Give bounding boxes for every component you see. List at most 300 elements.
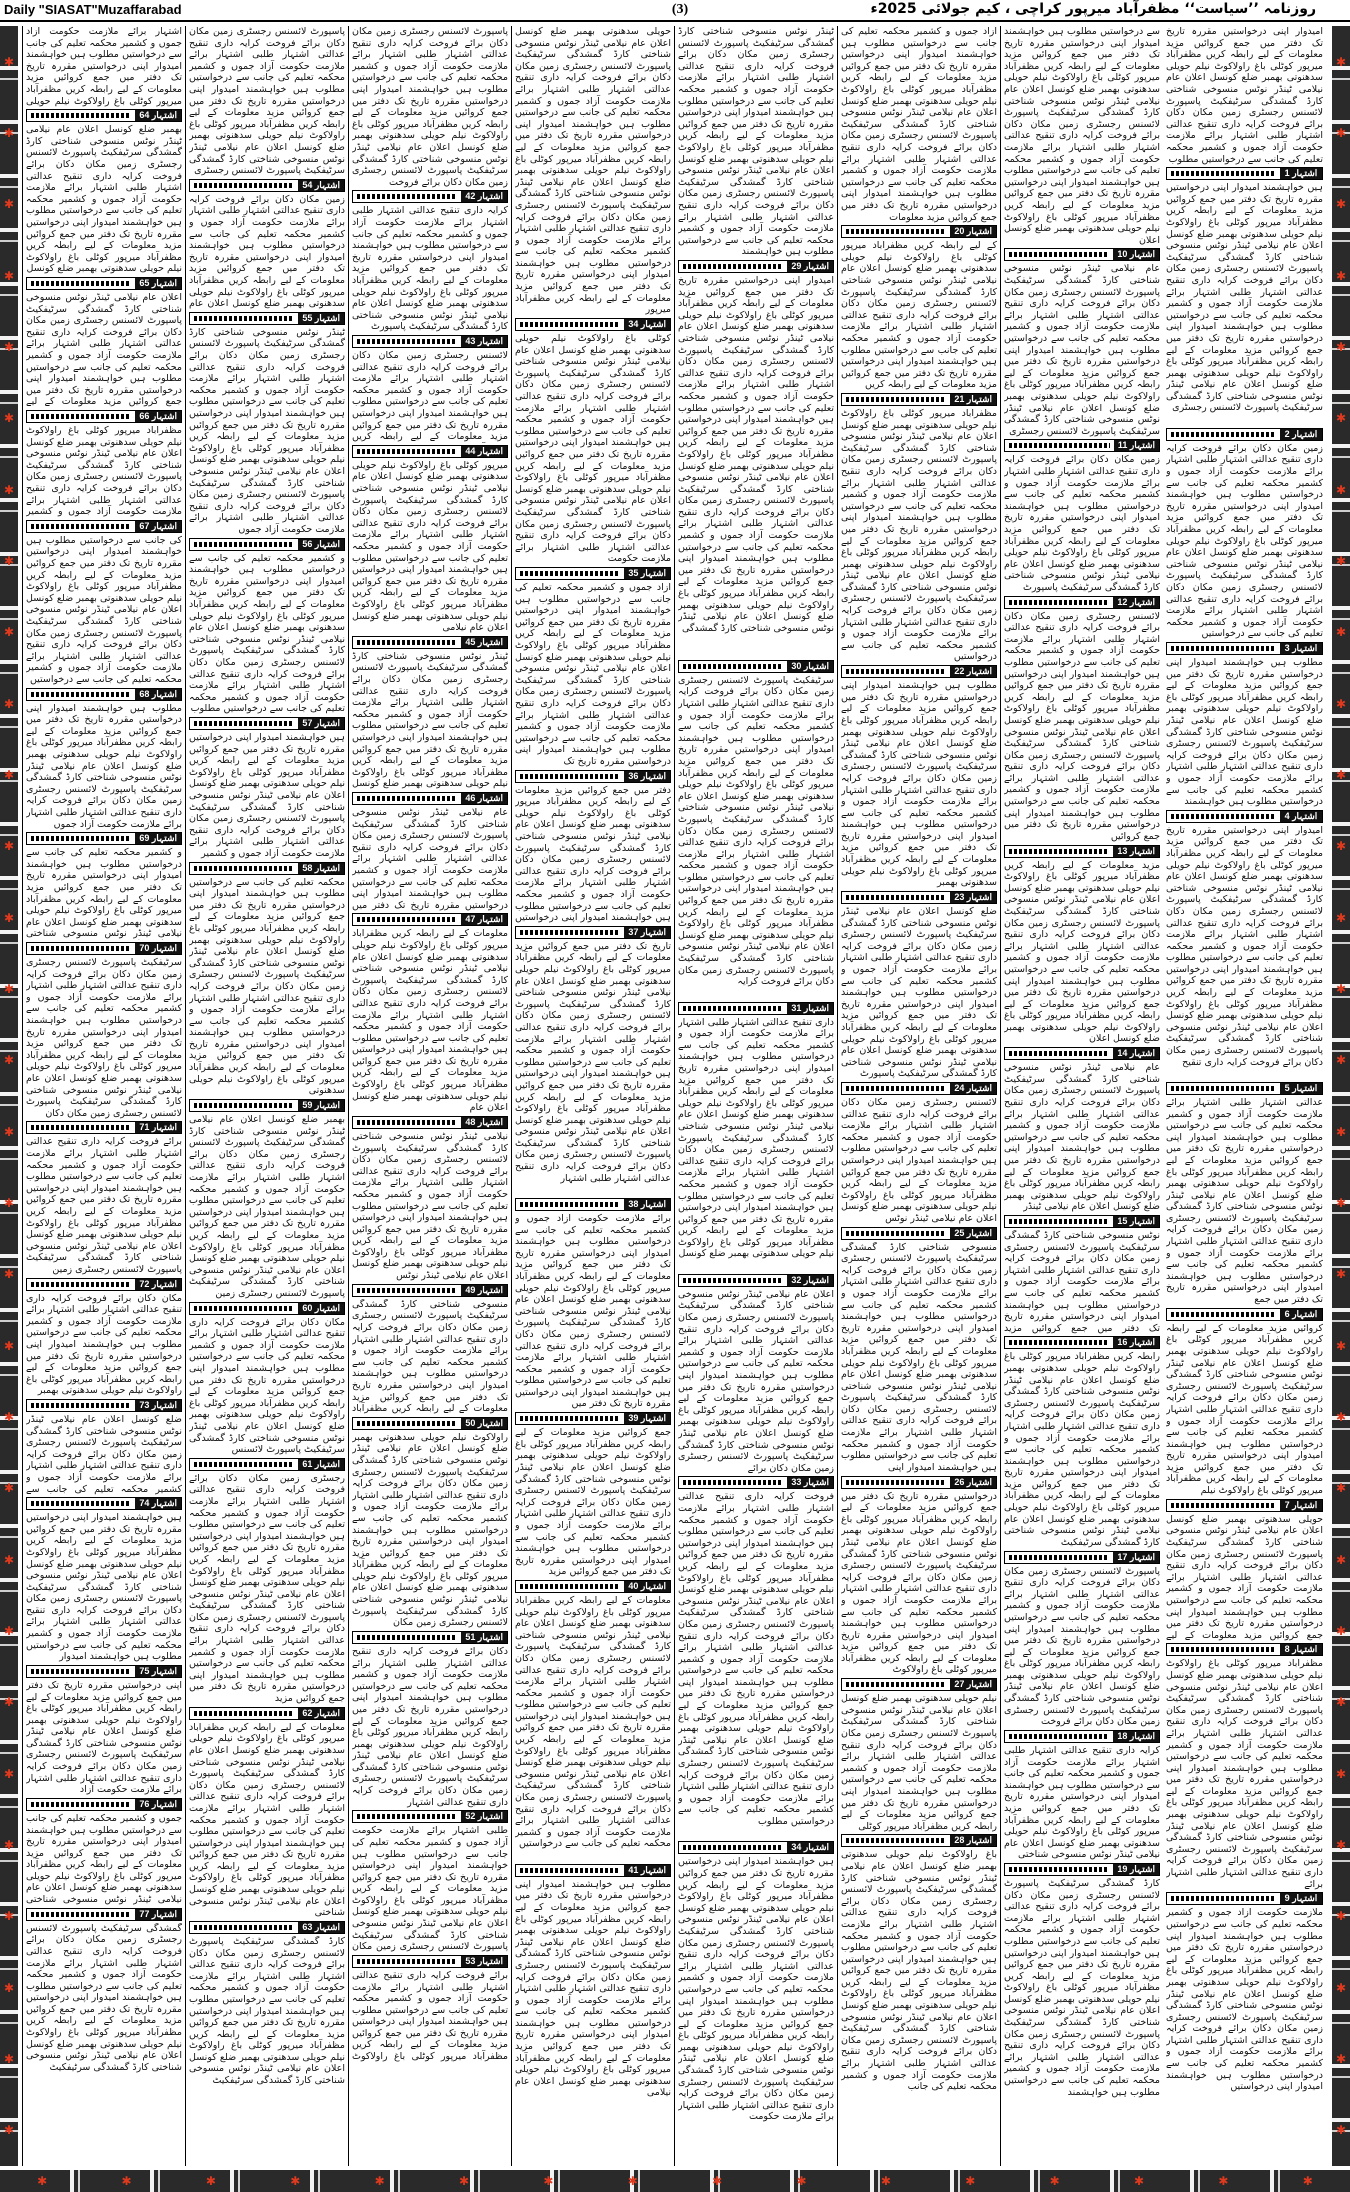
ad-text: منسوخی شناختی کارڈ گمشدگی سرٹیفکیٹ پاسپورٹ لائسنس رجسٹری زمین مکان دکان برائے فروخت کرایہ داری تنقیح عدالتی اشتہار طلبی اشتہار برائے ملازمت حکومت آزاد جموں و کشمیر محکمہ تعلیم کی جانب سے درخواستیں مطلوب ہیں خواہشمند امیدوار اپنی درخواستیں مقررہ تاریخ تک دفتر میں جمع کروائیں مزید معلومات کے لیے رابطہ کریں مظفرآباد (352, 1298, 508, 1415)
ad-number: اشتہار 13 (1113, 846, 1159, 857)
header-rule (31, 1501, 131, 1506)
strip-marker-icon: ✱ (1335, 268, 1347, 283)
strip-marker-icon: ✱ (1335, 339, 1347, 354)
strip-marker-icon: ✱ (3, 1980, 15, 1995)
ad-number-header (1166, 642, 1323, 655)
strip-marker-icon: ✱ (3, 1909, 15, 1924)
strip-marker-icon: ✱ (3, 2051, 15, 2066)
ad-number: اشتہار 17 (1113, 1552, 1159, 1563)
ad-text: اشتہار برائے ملازمت حکومت آزاد جموں و کشمیر محکمہ تعلیم کی جانب سے درخواستیں مطلوب ہیں خواہشمند امیدوار اپنی درخواستیں مقررہ تاریخ تک دفتر میں جمع کروائیں مزید معلومات کے لیے رابطہ کریں مظفرآباد میرپور کوٹلی باغ راولاکوٹ نیلم حویلی (26, 26, 182, 107)
ad-number: اشتہار 56 (298, 539, 344, 550)
ad-text: بھمبر ضلع کونسل اعلان عام نیلامی ٹینڈر نوٹس منسوخی شناختی کارڈ گمشدگی سرٹیفکیٹ پاسپورٹ لائسنس رجسٹری زمین مکان دکان برائے فروخت کرایہ داری تنقیح عدالتی اشتہار طلبی اشتہار برائے ملازمت حکومت آزاد جموں و کشمیر محکمہ تعلیم کی جانب سے درخواستیں مطلوب ہیں خواہشمند امیدوار اپنی درخواستیں مقررہ تاریخ تک دفتر میں جمع کروائیں مزید معلومات کے لیے رابطہ کریں مظفرآباد میرپور کوٹلی باغ راولاکوٹ نیلم حویلی سدھنوتی بھمبر ضلع کونسل اعلان عام نیلامی ٹینڈر نوٹس منسوخی شناختی کارڈ گمشدگی سرٹیفکیٹ پاسپورٹ لائسنس رجسٹری زمین (189, 1113, 345, 1299)
ad-number-header (841, 665, 997, 678)
strip-marker-icon: ✱ (3, 1481, 15, 1496)
header-rule (31, 1802, 131, 1807)
ad-text: کوٹلی باغ راولاکوٹ نیلم حویلی سدھنوتی بھمبر ضلع کونسل اعلان عام نیلامی ٹینڈر نوٹس منسوخی شناختی کارڈ گمشدگی سرٹیفکیٹ پاسپورٹ لائسنس رجسٹری زمین مکان دکان برائے فروخت کرایہ داری تنقیح عدالتی اشتہار طلبی اشتہار برائے ملازمت حکومت آزاد جموں و کشمیر محکمہ تعلیم کی جانب سے درخواستیں مطلوب ہیں خواہشمند امیدوار اپنی درخواستیں مقررہ تاریخ تک دفتر میں جمع کروائیں مزید معلومات کے لیے رابطہ کریں مظفرآباد میرپور کوٹلی باغ راولاکوٹ نیلم حویلی سدھنوتی بھمبر ضلع کونسل اعلان عام نیلامی ٹینڈر نوٹس منسوخی شناختی کارڈ گمشدگی سرٹیفکیٹ پاسپورٹ لائسنس رجسٹری زمین مکان دکان برائے فروخت کرایہ داری تنقیح عدالتی اشتہار طلبی اشتہار برائے ملازمت حکومت (515, 333, 671, 565)
ad-text: ملازمت حکومت آزاد جموں و کشمیر محکمہ تعلیم کی جانب سے درخواستیں مطلوب ہیں خواہشمند امیدوار اپنی درخواستیں مقررہ تاریخ تک دفتر میں جمع کروائیں مزید معلومات کے لیے رابطہ کریں مظفرآباد میرپور کوٹلی باغ راولاکوٹ نیلم حویلی سدھنوتی بھمبر ضلع کونسل اعلان عام نیلامی ٹینڈر نوٹس منسوخی شناختی کارڈ گمشدگی سرٹیفکیٹ پاسپورٹ لائسنس رجسٹری زمین مکان دکان برائے فروخت کرایہ داری تنقیح عدالتی اشتہار طلبی اشتہار برائے ملازمت حکومت آزاد جموں و کشمیر محکمہ تعلیم کی جانب سے درخواستیں مطلوب ہیں خواہشمند امیدوار اپنی درخواستیں (1166, 1907, 1323, 2093)
ad-text: کارڈ گمشدگی سرٹیفکیٹ پاسپورٹ لائسنس رجسٹری زمین مکان دکان برائے فروخت کرایہ داری تنقیح عدالتی اشتہار طلبی اشتہار برائے ملازمت حکومت آزاد جموں و کشمیر محکمہ تعلیم کی جانب سے درخواستیں مطلوب ہیں خواہشمند امیدوار اپنی درخواستیں مقررہ تاریخ تک دفتر میں جمع کروائیں مزید معلومات کے لیے رابطہ کریں مظفرآباد میرپور کوٹلی باغ راولاکوٹ نیلم حویلی سدھنوتی بھمبر ضلع کونسل اعلان عام نیلامی ٹینڈر نوٹس منسوخی شناختی کارڈ گمشدگی سرٹیفکیٹ پاسپورٹ لائسنس رجسٹری زمین مکان دکان برائے فروخت کرایہ داری تنقیح عدالتی اشتہار طلبی اشتہار برائے ملازمت حکومت آزاد جموں و کشمیر محکمہ تعلیم کی جانب سے درخواستیں مطلوب ہیں خواہشمند (1004, 1877, 1160, 2098)
ad-number: اشتہار 38 (624, 1199, 670, 1210)
ad-number: اشتہار 73 (135, 1400, 181, 1411)
ad-text: معلومات کے لیے رابطہ کریں مظفرآباد میرپور کوٹلی باغ راولاکوٹ نیلم حویلی سدھنوتی بھمبر ضلع کونسل اعلان عام نیلامی ٹینڈر نوٹس منسوخی شناختی کارڈ گمشدگی سرٹیفکیٹ پاسپورٹ لائسنس رجسٹری زمین مکان دکان برائے فروخت کرایہ داری تنقیح عدالتی اشتہار طلبی اشتہار برائے ملازمت حکومت آزاد جموں و کشمیر محکمہ تعلیم کی جانب سے درخواستیں مطلوب ہیں خواہشمند امیدوار اپنی درخواستیں مقررہ تاریخ تک دفتر میں جمع کروائیں مزید معلومات کے لیے رابطہ کریں مظفرآباد میرپور کوٹلی باغ راولاکوٹ نیلم حویلی سدھنوتی بھمبر ضلع کونسل اعلان عام نیلامی ٹینڈر نوٹس منسوخی شناختی کارڈ گمشدگی سرٹیفکیٹ پاسپورٹ لائسنس رجسٹری زمین مکان دکان برائے فروخت کرایہ داری تنقیح عدالتی اشتہار طلبی اشتہار برائے ملازمت حکومت آزاد جموں و کشمیر محکمہ تعلیم کی جانب سے درخواستیں (515, 1594, 671, 1850)
ad-number: اشتہار 41 (624, 1865, 670, 1876)
strip-marker-icon: ✱ (3, 981, 15, 996)
strip-marker-icon: ✱ (1335, 2123, 1347, 2138)
ad-number: اشتہار 64 (135, 110, 181, 121)
ad-number-header (841, 1082, 997, 1095)
strip-marker-icon: ✱ (3, 54, 15, 69)
ad-text: کروائیں مزید معلومات کے لیے رابطہ کریں مظفرآباد میرپور کوٹلی باغ راولاکوٹ نیلم حویلی سدھنوتی بھمبر ضلع کونسل اعلان عام نیلامی ٹینڈر نوٹس منسوخی شناختی کارڈ گمشدگی سرٹیفکیٹ پاسپورٹ لائسنس رجسٹری زمین مکان دکان برائے فروخت کرایہ داری تنقیح عدالتی اشتہار طلبی اشتہار برائے ملازمت حکومت آزاد جموں و کشمیر محکمہ تعلیم کی جانب سے درخواستیں مطلوب ہیں خواہشمند امیدوار اپنی درخواستیں مقررہ تاریخ تک دفتر میں جمع کروائیں مزید معلومات کے لیے رابطہ کریں مظفرآباد میرپور کوٹلی باغ راولاکوٹ نیلم (1166, 1322, 1323, 1497)
ad-number-header (189, 179, 345, 192)
english-title: Daily "SIASAT"Muzaffarabad (4, 2, 182, 17)
header-rule (520, 1416, 620, 1421)
ad-number-header (1166, 1308, 1323, 1321)
ad-text: و کشمیر محکمہ تعلیم کی جانب سے درخواستیں مطلوب ہیں خواہشمند امیدوار اپنی درخواستیں مقررہ تاریخ تک دفتر میں جمع کروائیں مزید معلومات کے لیے رابطہ کریں مظفرآباد میرپور کوٹلی باغ راولاکوٹ نیلم حویلی سدھنوتی بھمبر ضلع کونسل اعلان عام نیلامی ٹینڈر نوٹس منسوخی شناختی کارڈ گمشدگی سرٹیفکیٹ پاسپورٹ لائسنس رجسٹری زمین مکان دکان برائے فروخت کرایہ داری تنقیح عدالتی اشتہار طلبی اشتہار برائے ملازمت حکومت آزاد جموں و کشمیر محکمہ تعلیم کی جانب سے درخواستیں مطلوب (189, 552, 345, 715)
ad-text: آزاد جموں و کشمیر محکمہ تعلیم کی جانب سے درخواستیں مطلوب ہیں خواہشمند امیدوار اپنی درخواستیں مقررہ تاریخ تک دفتر میں جمع کروائیں مزید معلومات کے لیے رابطہ کریں مظفرآباد میرپور کوٹلی باغ راولاکوٹ نیلم حویلی سدھنوتی بھمبر ضلع کونسل اعلان عام نیلامی ٹینڈر نوٹس منسوخی شناختی کارڈ گمشدگی سرٹیفکیٹ پاسپورٹ لائسنس رجسٹری زمین مکان دکان برائے فروخت کرایہ داری تنقیح عدالتی اشتہار طلبی اشتہار برائے ملازمت حکومت آزاد جموں و کشمیر محکمہ تعلیم کی جانب سے درخواستیں مطلوب ہیں خواہشمند امیدوار اپنی درخواستیں مقررہ تاریخ تک دفتر میں جمع کروائیں مزید معلومات (841, 26, 997, 223)
header-rule (31, 1125, 131, 1130)
ad-text: امیدوار اپنی درخواستیں مقررہ تاریخ تک دفتر میں جمع کروائیں مزید معلومات کے لیے رابطہ کریں مظفرآباد میرپور کوٹلی باغ راولاکوٹ نیلم حویلی سدھنوتی بھمبر ضلع کونسل اعلان عام نیلامی ٹینڈر نوٹس منسوخی شناختی کارڈ گمشدگی سرٹیفکیٹ پاسپورٹ لائسنس رجسٹری زمین مکان دکان برائے فروخت کرایہ داری تنقیح عدالتی اشتہار طلبی اشتہار برائے ملازمت حکومت آزاد جموں و کشمیر محکمہ تعلیم کی جانب سے درخواستیں مطلوب ہیں خواہشمند امیدوار اپنی درخواستیں مقررہ تاریخ تک دفتر میں جمع کروائیں مزید معلومات کے لیے رابطہ کریں مظفرآباد میرپور کوٹلی باغ راولاکوٹ نیلم حویلی سدھنوتی بھمبر ضلع کونسل اعلان عام نیلامی ٹینڈر نوٹس منسوخی شناختی کارڈ گمشدگی سرٹیفکیٹ پاسپورٹ لائسنس رجسٹری زمین مکان دکان برائے فروخت کرایہ داری تنقیح (1166, 824, 1323, 1068)
header-rule (357, 796, 457, 801)
ad-text: مطلوب ہیں خواہشمند امیدوار اپنی درخواستیں مقررہ تاریخ تک دفتر میں جمع کروائیں مزید معلومات کے لیے رابطہ کریں مظفرآباد میرپور کوٹلی باغ راولاکوٹ نیلم حویلی سدھنوتی بھمبر ضلع کونسل اعلان عام نیلامی ٹینڈر نوٹس منسوخی شناختی کارڈ گمشدگی سرٹیفکیٹ پاسپورٹ لائسنس رجسٹری زمین مکان دکان برائے فروخت کرایہ داری تنقیح عدالتی اشتہار طلبی اشتہار برائے ملازمت حکومت آزاد جموں و کشمیر محکمہ تعلیم کی جانب سے درخواستیں مطلوب ہیں خواہشمند (1166, 656, 1323, 808)
strip-marker-icon: ✱ (1335, 54, 1347, 69)
strip-marker-icon: ✱ (1335, 910, 1347, 925)
strip-marker-icon: ✱ (205, 2174, 216, 2188)
ad-text: مطلوب ہیں خواہشمند امیدوار اپنی درخواستیں مقررہ تاریخ تک دفتر میں جمع کروائیں مزید معلومات کے لیے رابطہ کریں مظفرآباد میرپور کوٹلی باغ راولاکوٹ نیلم حویلی سدھنوتی بھمبر ضلع کونسل اعلان عام نیلامی ٹینڈر نوٹس منسوخی شناختی کارڈ گمشدگی سرٹیفکیٹ پاسپورٹ لائسنس رجسٹری زمین مکان دکان برائے فروخت کرایہ داری تنقیح عدالتی اشتہار طلبی اشتہار برائے ملازمت حکومت آزاد جموں (26, 702, 182, 830)
ad-text: معلومات کے لیے رابطہ کریں مظفرآباد میرپور کوٹلی باغ راولاکوٹ نیلم حویلی سدھنوتی بھمبر ضلع کونسل اعلان عام نیلامی ٹینڈر نوٹس منسوخی شناختی کارڈ گمشدگی سرٹیفکیٹ پاسپورٹ لائسنس رجسٹری زمین مکان دکان برائے فروخت کرایہ داری تنقیح عدالتی اشتہار طلبی اشتہار برائے ملازمت حکومت آزاد جموں و کشمیر محکمہ تعلیم کی جانب سے درخواستیں مطلوب ہیں خواہشمند امیدوار اپنی درخواستیں مقررہ تاریخ تک دفتر میں جمع کروائیں مزید معلومات کے لیے رابطہ کریں مظفرآباد میرپور کوٹلی باغ راولاکوٹ نیلم حویلی سدھنوتی بھمبر ضلع کونسل اعلان عام نیلامی ٹینڈر نوٹس منسوخی شناختی (189, 1721, 345, 1919)
strip-marker-icon: ✱ (121, 2174, 132, 2188)
strip-marker-icon: ✱ (1335, 1338, 1347, 1353)
strip-marker-icon: ✱ (1335, 981, 1347, 996)
ad-number-header (841, 1678, 997, 1691)
ad-number-header (189, 1921, 345, 1934)
header-rule (194, 866, 294, 871)
strip-marker-icon: ✱ (1335, 1053, 1347, 1068)
ad-number-header (352, 1631, 508, 1644)
ad-number-header (352, 1955, 508, 1968)
header-rule (31, 414, 131, 419)
header-rule (846, 1480, 946, 1485)
ad-number: اشتہار 59 (298, 1100, 344, 1111)
ad-number-header (1004, 596, 1160, 609)
masthead (0, 0, 1350, 22)
ad-text: کی جانب سے درخواستیں مطلوب ہیں خواہشمند امیدوار اپنی درخواستیں مقررہ تاریخ تک دفتر میں جمع کروائیں مزید معلومات کے لیے رابطہ کریں مظفرآباد میرپور کوٹلی باغ راولاکوٹ نیلم حویلی سدھنوتی بھمبر ضلع کونسل اعلان عام نیلامی ٹینڈر نوٹس منسوخی شناختی کارڈ گمشدگی سرٹیفکیٹ پاسپورٹ لائسنس رجسٹری زمین مکان دکان برائے فروخت کرایہ داری تنقیح عدالتی اشتہار طلبی اشتہار برائے ملازمت حکومت آزاد جموں و کشمیر محکمہ تعلیم کی جانب سے درخواستیں (26, 534, 182, 685)
ad-text: نوٹس منسوخی شناختی کارڈ گمشدگی سرٹیفکیٹ پاسپورٹ لائسنس رجسٹری زمین مکان دکان برائے فروخت کرایہ داری تنقیح عدالتی اشتہار طلبی اشتہار برائے ملازمت حکومت آزاد جموں و کشمیر محکمہ تعلیم کی جانب سے درخواستیں مطلوب ہیں خواہشمند امیدوار اپنی درخواستیں مقررہ تاریخ تک دفتر میں جمع کروائیں مزید (1004, 1229, 1160, 1334)
ad-text: اعلان عام نیلامی ٹینڈر نوٹس منسوخی شناختی کارڈ گمشدگی سرٹیفکیٹ پاسپورٹ لائسنس رجسٹری زمین مکان دکان برائے فروخت کرایہ داری تنقیح عدالتی اشتہار طلبی اشتہار برائے ملازمت حکومت آزاد جموں و کشمیر محکمہ تعلیم کی جانب سے درخواستیں مطلوب ہیں خواہشمند امیدوار اپنی درخواستیں مقررہ تاریخ تک دفتر میں جمع کروائیں مزید معلومات کے لیے (26, 291, 182, 408)
strip-marker-icon: ✱ (3, 482, 15, 497)
header-rule (1009, 1734, 1109, 1739)
ad-number-header (841, 1227, 997, 1240)
strip-marker-icon: ✱ (1335, 767, 1347, 782)
ad-number: اشتہار 14 (1113, 1048, 1159, 1059)
ad-number-header (189, 1302, 345, 1315)
ad-number-header (26, 109, 182, 122)
strip-marker-icon: ✱ (3, 268, 15, 283)
ad-text: کرایہ داری تنقیح عدالتی اشتہار طلبی اشتہار برائے ملازمت حکومت آزاد جموں و کشمیر محکمہ تعلیم کی جانب سے درخواستیں مطلوب ہیں خواہشمند امیدوار اپنی درخواستیں مقررہ تاریخ تک دفتر میں جمع کروائیں مزید معلومات کے لیے رابطہ کریں مظفرآباد میرپور کوٹلی باغ راولاکوٹ نیلم حویلی سدھنوتی بھمبر ضلع کونسل اعلان عام نیلامی ٹینڈر نوٹس منسوخی شناختی کارڈ گمشدگی سرٹیفکیٹ پاسپورٹ (352, 205, 508, 333)
ad-number-header (189, 717, 345, 730)
ad-text: مکان دکان برائے فروخت کرایہ داری تنقیح عدالتی اشتہار طلبی اشتہار برائے ملازمت حکومت آزاد جموں و کشمیر محکمہ تعلیم کی جانب سے درخواستیں مطلوب ہیں خواہشمند امیدوار اپنی درخواستیں مقررہ تاریخ تک دفتر میں جمع کروائیں مزید معلومات کے لیے رابطہ کریں مظفرآباد میرپور کوٹلی باغ راولاکوٹ نیلم حویلی سدھنوتی بھمبر ضلع کونسل اعلان عام نیلامی ٹینڈر نوٹس منسوخی شناختی کارڈ گمشدگی سرٹیفکیٹ پاسپورٹ لائسنس (189, 1316, 345, 1456)
classified-columns (22, 26, 1326, 2166)
header-rule (31, 524, 131, 529)
ad-number-header (26, 942, 182, 955)
ad-text: درخواستیں مقررہ تاریخ تک دفتر میں جمع کروائیں مزید معلومات کے لیے رابطہ کریں مظفرآباد میرپور کوٹلی باغ راولاکوٹ نیلم حویلی سدھنوتی بھمبر ضلع کونسل اعلان عام نیلامی ٹینڈر نوٹس منسوخی شناختی کارڈ گمشدگی سرٹیفکیٹ پاسپورٹ لائسنس رجسٹری زمین مکان دکان برائے فروخت کرایہ داری تنقیح عدالتی اشتہار طلبی اشتہار برائے ملازمت حکومت آزاد جموں و کشمیر محکمہ تعلیم کی جانب سے درخواستیں مطلوب ہیں خواہشمند امیدوار اپنی درخواستیں مقررہ تاریخ تک دفتر میں جمع کروائیں مزید معلومات کے لیے رابطہ کریں مظفرآباد میرپور کوٹلی باغ راولاکوٹ (841, 1490, 997, 1676)
strip-marker-icon: ✱ (3, 625, 15, 640)
ad-number: اشتہار 52 (461, 1811, 507, 1822)
ad-number-header (515, 1580, 671, 1593)
ad-number: اشتہار 18 (1113, 1731, 1159, 1742)
strip-marker-icon: ✱ (1335, 1695, 1347, 1710)
ad-text: مزید معلومات کے لیے رابطہ کریں مظفرآباد میرپور کوٹلی باغ راولاکوٹ نیلم حویلی سدھنوتی بھمبر ضلع کونسل اعلان عام نیلامی ٹینڈر نوٹس منسوخی شناختی کارڈ گمشدگی سرٹیفکیٹ پاسپورٹ لائسنس رجسٹری زمین مکان دکان برائے فروخت کرایہ داری تنقیح عدالتی اشتہار طلبی اشتہار برائے ملازمت حکومت آزاد جموں و کشمیر محکمہ تعلیم کی جانب سے درخواستیں مطلوب ہیں خواہشمند امیدوار اپنی درخواستیں مقررہ تاریخ تک دفتر میں جمع کروائیں مزید معلومات کے لیے رابطہ کریں مظفرآباد میرپور کوٹلی باغ راولاکوٹ نیلم حویلی سدھنوتی بھمبر ضلع کونسل اعلان (1004, 859, 1160, 1045)
ad-number-header (26, 832, 182, 845)
urdu-title: روزنامہ ’’سیاست‘‘ مظفرآباد میرپور کراچی ، کیم جولائی 2025ء (870, 1, 1316, 17)
ad-number: اشتہار 51 (461, 1632, 507, 1643)
ad-text: ہیں خواہشمند امیدوار اپنی درخواستیں مقررہ تاریخ تک دفتر میں جمع کروائیں مزید معلومات کے لیے رابطہ کریں مظفرآباد میرپور کوٹلی باغ راولاکوٹ نیلم حویلی سدھنوتی بھمبر ضلع کونسل اعلان عام نیلامی ٹینڈر نوٹس منسوخی شناختی کارڈ گمشدگی سرٹیفکیٹ پاسپورٹ لائسنس رجسٹری زمین مکان دکان برائے فروخت کرایہ داری تنقیح عدالتی اشتہار طلبی اشتہار برائے ملازمت حکومت آزاد جموں و کشمیر محکمہ تعلیم کی جانب سے درخواستیں مطلوب ہیں خواہشمند امیدوار (26, 1512, 182, 1663)
header-rule (683, 1480, 783, 1485)
header-rule (1171, 1896, 1276, 1901)
ad-text: کے لیے رابطہ کریں مظفرآباد میرپور کوٹلی باغ راولاکوٹ نیلم حویلی سدھنوتی بھمبر ضلع کونسل اعلان عام نیلامی ٹینڈر نوٹس منسوخی شناختی کارڈ گمشدگی سرٹیفکیٹ پاسپورٹ لائسنس رجسٹری زمین مکان دکان برائے فروخت کرایہ داری تنقیح عدالتی اشتہار طلبی اشتہار برائے ملازمت حکومت آزاد جموں و کشمیر محکمہ تعلیم کی جانب سے درخواستیں مطلوب ہیں خواہشمند امیدوار اپنی درخواستیں مقررہ تاریخ تک دفتر میں جمع کروائیں مزید معلومات کے لیے رابطہ کریں (841, 240, 997, 391)
ad-text: آزاد جموں و کشمیر محکمہ تعلیم کی جانب سے درخواستیں مطلوب ہیں خواہشمند امیدوار اپنی درخواستیں مقررہ تاریخ تک دفتر میں جمع کروائیں مزید معلومات کے لیے رابطہ کریں مظفرآباد میرپور کوٹلی باغ راولاکوٹ نیلم حویلی سدھنوتی بھمبر ضلع کونسل اعلان عام نیلامی ٹینڈر نوٹس منسوخی شناختی کارڈ گمشدگی سرٹیفکیٹ پاسپورٹ لائسنس رجسٹری زمین مکان دکان برائے فروخت کرایہ داری تنقیح عدالتی اشتہار طلبی اشتہار برائے ملازمت حکومت آزاد جموں و کشمیر محکمہ تعلیم کی جانب سے درخواستیں مطلوب ہیں خواہشمند امیدوار اپنی درخواستیں مقررہ تاریخ تک (515, 582, 671, 767)
ad-number: اشتہار 40 (624, 1581, 670, 1592)
ad-text: لائسنس رجسٹری زمین مکان دکان برائے فروخت کرایہ داری تنقیح عدالتی اشتہار طلبی اشتہار برائے ملازمت حکومت آزاد جموں و کشمیر محکمہ تعلیم کی جانب سے درخواستیں مطلوب ہیں خواہشمند امیدوار اپنی درخواستیں مقررہ تاریخ تک دفتر میں جمع کروائیں مزید معلومات کے لیے رابطہ کریں (352, 349, 508, 443)
ad-number-header (352, 445, 508, 458)
header-rule (194, 1306, 294, 1311)
ad-number: اشتہار 68 (135, 689, 181, 700)
ad-number-header (1004, 1047, 1160, 1060)
ad-number-header (1004, 1215, 1160, 1228)
ad-text: امیدوار اپنی درخواستیں مقررہ تاریخ تک دفتر میں جمع کروائیں مزید معلومات کے لیے رابطہ کریں مظفرآباد میرپور کوٹلی باغ راولاکوٹ نیلم حویلی سدھنوتی بھمبر ضلع کونسل اعلان عام نیلامی ٹینڈر نوٹس منسوخی شناختی کارڈ گمشدگی سرٹیفکیٹ پاسپورٹ لائسنس رجسٹری زمین مکان دکان برائے فروخت کرایہ داری تنقیح عدالتی اشتہار طلبی اشتہار برائے ملازمت حکومت آزاد جموں و کشمیر محکمہ تعلیم کی جانب سے درخواستیں مطلوب ہیں خواہشمند امیدوار اپنی درخواستیں مقررہ تاریخ تک دفتر میں جمع کروائیں مزید معلومات کے لیے رابطہ کریں مظفرآباد میرپور کوٹلی باغ راولاکوٹ نیلم حویلی سدھنوتی بھمبر ضلع کونسل اعلان عام نیلامی ٹینڈر نوٹس منسوخی شناختی کارڈ گمشدگی سرٹیفکیٹ پاسپورٹ لائسنس رجسٹری زمین مکان دکان برائے فروخت کرایہ داری تنقیح عدالتی اشتہار طلبی اشتہار برائے ملازمت حکومت آزاد جموں و کشمیر محکمہ تعلیم کی جانب سے درخواستیں مطلوب ہیں خواہشمند امیدوار اپنی درخواستیں مقررہ تاریخ تک دفتر میں جمع کروائیں مزید معلومات کے لیے رابطہ کریں مظفرآباد میرپور کوٹلی باغ راولاکوٹ نیلم حویلی سدھنوتی بھمبر ضلع کونسل اعلان عام نیلامی ٹینڈر نوٹس منسوخی شناختی کارڈ گمشدگی (678, 275, 834, 634)
strip-marker-icon: ✱ (1218, 2174, 1229, 2188)
header-rule (357, 917, 457, 922)
strip-marker-icon: ✱ (459, 2174, 470, 2188)
ad-number: اشتہار 10 (1113, 249, 1159, 260)
strip-marker-icon: ✱ (3, 1267, 15, 1282)
header-rule (1009, 1219, 1109, 1224)
header-rule (1171, 1647, 1276, 1652)
ad-text: سے درخواستیں مطلوب ہیں خواہشمند امیدوار اپنی درخواستیں مقررہ تاریخ تک دفتر میں جمع کروائیں مزید معلومات کے لیے رابطہ کریں مظفرآباد میرپور کوٹلی باغ راولاکوٹ نیلم حویلی سدھنوتی بھمبر ضلع کونسل اعلان عام نیلامی ٹینڈر نوٹس منسوخی شناختی کارڈ گمشدگی سرٹیفکیٹ پاسپورٹ لائسنس رجسٹری زمین مکان دکان برائے فروخت کرایہ داری تنقیح عدالتی اشتہار طلبی اشتہار برائے ملازمت حکومت آزاد جموں و کشمیر محکمہ تعلیم کی جانب سے درخواستیں مطلوب ہیں خواہشمند امیدوار اپنی درخواستیں مقررہ تاریخ تک دفتر میں جمع کروائیں مزید معلومات کے لیے رابطہ کریں مظفرآباد میرپور کوٹلی باغ راولاکوٹ نیلم حویلی سدھنوتی بھمبر ضلع کونسل اعلان (1004, 26, 1160, 246)
header-rule (194, 183, 294, 188)
strip-marker-icon: ✱ (1049, 2174, 1060, 2188)
ad-text: ہیں خواہشمند امیدوار اپنی درخواستیں مقررہ تاریخ تک دفتر میں جمع کروائیں مزید معلومات کے لیے رابطہ کریں مظفرآباد میرپور کوٹلی باغ راولاکوٹ نیلم حویلی سدھنوتی بھمبر ضلع کونسل اعلان عام نیلامی ٹینڈر نوٹس منسوخی شناختی کارڈ گمشدگی سرٹیفکیٹ پاسپورٹ لائسنس رجسٹری زمین مکان دکان برائے فروخت کرایہ داری تنقیح عدالتی اشتہار طلبی اشتہار برائے ملازمت حکومت آزاد جموں و کشمیر محکمہ تعلیم کی جانب سے درخواستیں مطلوب ہیں خواہشمند امیدوار اپنی درخواستیں مقررہ تاریخ تک دفتر میں جمع کروائیں مزید معلومات کے لیے رابطہ کریں مظفرآباد میرپور کوٹلی باغ راولاکوٹ نیلم حویلی سدھنوتی بھمبر ضلع کونسل اعلان عام نیلامی ٹینڈر نوٹس منسوخی شناختی کارڈ گمشدگی سرٹیفکیٹ پاسپورٹ لائسنس رجسٹری زمین مکان دکان برائے فروخت کرایہ داری تنقیح عدالتی اشتہار طلبی اشتہار برائے ملازمت حکومت (678, 1856, 834, 2123)
header-rule (1171, 646, 1276, 651)
ad-text: مظفرآباد میرپور کوٹلی باغ راولاکوٹ نیلم حویلی سدھنوتی بھمبر ضلع کونسل اعلان عام نیلامی ٹینڈر نوٹس منسوخی شناختی کارڈ گمشدگی سرٹیفکیٹ پاسپورٹ لائسنس رجسٹری زمین مکان دکان برائے فروخت کرایہ داری تنقیح عدالتی اشتہار طلبی اشتہار برائے ملازمت حکومت آزاد جموں و کشمیر (26, 424, 182, 518)
ad-text: عام نیلامی ٹینڈر نوٹس منسوخی شناختی کارڈ گمشدگی سرٹیفکیٹ پاسپورٹ لائسنس رجسٹری زمین مکان دکان برائے فروخت کرایہ داری تنقیح عدالتی اشتہار طلبی اشتہار برائے ملازمت حکومت آزاد جموں و کشمیر محکمہ تعلیم کی جانب سے درخواستیں مطلوب ہیں خواہشمند امیدوار اپنی درخواستیں مقررہ تاریخ تک دفتر میں جمع کروائیں مزید معلومات کے لیے رابطہ کریں مظفرآباد میرپور کوٹلی باغ راولاکوٹ نیلم حویلی سدھنوتی بھمبر ضلع کونسل اعلان عام نیلامی ٹینڈر (1004, 1062, 1160, 1213)
ad-number-header (352, 1284, 508, 1297)
ad-number: اشتہار 60 (298, 1303, 344, 1314)
ad-text: حویلی سدھنوتی بھمبر ضلع کونسل اعلان عام نیلامی ٹینڈر نوٹس منسوخی شناختی کارڈ گمشدگی سرٹیفکیٹ پاسپورٹ لائسنس رجسٹری زمین مکان دکان برائے فروخت کرایہ داری تنقیح عدالتی اشتہار طلبی اشتہار برائے ملازمت حکومت آزاد جموں و کشمیر محکمہ تعلیم کی جانب سے درخواستیں مطلوب ہیں خواہشمند امیدوار اپنی درخواستیں مقررہ تاریخ تک دفتر میں جمع کروائیں مزید معلومات کے لیے (1166, 1513, 1323, 1641)
ad-number: اشتہار 69 (135, 833, 181, 844)
ad-text: مظفرآباد میرپور کوٹلی باغ راولاکوٹ نیلم حویلی سدھنوتی بھمبر ضلع کونسل اعلان عام نیلامی ٹینڈر نوٹس منسوخی شناختی کارڈ گمشدگی سرٹیفکیٹ پاسپورٹ لائسنس رجسٹری زمین مکان دکان برائے فروخت کرایہ داری تنقیح عدالتی اشتہار طلبی اشتہار برائے ملازمت حکومت آزاد جموں و کشمیر محکمہ تعلیم کی جانب سے درخواستیں مطلوب ہیں خواہشمند امیدوار اپنی درخواستیں مقررہ تاریخ تک دفتر میں جمع کروائیں مزید معلومات کے لیے رابطہ کریں مظفرآباد میرپور کوٹلی باغ راولاکوٹ نیلم حویلی سدھنوتی بھمبر ضلع کونسل اعلان عام نیلامی ٹینڈر نوٹس منسوخی شناختی کارڈ گمشدگی سرٹیفکیٹ پاسپورٹ لائسنس رجسٹری زمین مکان دکان برائے فروخت کرایہ داری تنقیح عدالتی اشتہار طلبی اشتہار برائے ملازمت حکومت آزاد جموں و کشمیر محکمہ تعلیم کی جانب سے درخواستیں (841, 407, 997, 663)
ad-text: زمین مکان دکان برائے فروخت کرایہ داری تنقیح عدالتی اشتہار طلبی اشتہار برائے ملازمت حکومت آزاد جموں و کشمیر محکمہ تعلیم کی جانب سے درخواستیں مطلوب ہیں خواہشمند امیدوار اپنی درخواستیں مقررہ تاریخ تک دفتر میں جمع کروائیں مزید معلومات کے لیے رابطہ کریں مظفرآباد میرپور کوٹلی باغ راولاکوٹ نیلم حویلی سدھنوتی بھمبر ضلع کونسل اعلان عام (189, 193, 345, 310)
ad-number-header (352, 792, 508, 805)
ad-number: اشتہار 42 (461, 191, 507, 202)
strip-marker-icon: ✱ (3, 2123, 15, 2138)
ad-number: اشتہار 30 (787, 661, 833, 672)
strip-marker-icon: ✱ (1335, 2051, 1347, 2066)
header-rule (846, 1838, 946, 1843)
ad-text: ضلع کونسل اعلان عام نیلامی ٹینڈر نوٹس منسوخی شناختی کارڈ گمشدگی سرٹیفکیٹ پاسپورٹ لائسنس رجسٹری زمین مکان دکان برائے فروخت کرایہ داری تنقیح عدالتی اشتہار طلبی اشتہار برائے ملازمت حکومت آزاد جموں و کشمیر محکمہ تعلیم کی جانب سے درخواستیں مطلوب ہیں خواہشمند امیدوار اپنی درخواستیں مقررہ تاریخ تک دفتر میں جمع کروائیں مزید معلومات کے لیے رابطہ کریں مظفرآباد میرپور کوٹلی باغ راولاکوٹ نیلم حویلی سدھنوتی بھمبر ضلع کونسل اعلان عام نیلامی ٹینڈر نوٹس منسوخی شناختی کارڈ گمشدگی سرٹیفکیٹ پاسپورٹ (841, 905, 997, 1080)
strip-marker-icon: ✱ (965, 2174, 976, 2188)
header-rule (683, 1278, 783, 1283)
strip-marker-icon: ✱ (1335, 1623, 1347, 1638)
header-rule (520, 1202, 620, 1207)
strip-marker-icon: ✱ (3, 1766, 15, 1781)
ad-number-header (189, 862, 345, 875)
ad-text: میرپور کوٹلی باغ راولاکوٹ نیلم حویلی سدھنوتی بھمبر ضلع کونسل اعلان عام نیلامی ٹینڈر نوٹس منسوخی شناختی کارڈ گمشدگی سرٹیفکیٹ پاسپورٹ لائسنس رجسٹری زمین مکان دکان برائے فروخت کرایہ داری تنقیح عدالتی اشتہار طلبی اشتہار برائے ملازمت حکومت آزاد جموں و کشمیر محکمہ تعلیم کی جانب سے درخواستیں مطلوب ہیں خواہشمند امیدوار اپنی درخواستیں مقررہ تاریخ تک دفتر میں جمع کروائیں مزید معلومات کے لیے رابطہ کریں مظفرآباد میرپور کوٹلی باغ راولاکوٹ نیلم حویلی سدھنوتی بھمبر ضلع کونسل اعلان عام نیلامی (352, 459, 508, 634)
header-rule (1171, 814, 1276, 819)
ad-number: اشتہار 20 (950, 226, 996, 237)
ad-text: پاسپورٹ لائسنس رجسٹری زمین مکان دکان برائے فروخت کرایہ داری تنقیح عدالتی اشتہار طلبی اشتہار برائے ملازمت حکومت آزاد جموں و کشمیر محکمہ تعلیم کی جانب سے درخواستیں مطلوب ہیں خواہشمند امیدوار اپنی درخواستیں مقررہ تاریخ تک دفتر میں جمع کروائیں مزید معلومات کے لیے رابطہ کریں مظفرآباد میرپور کوٹلی باغ راولاکوٹ نیلم حویلی سدھنوتی بھمبر ضلع کونسل اعلان عام نیلامی ٹینڈر نوٹس منسوخی شناختی کارڈ گمشدگی سرٹیفکیٹ پاسپورٹ لائسنس رجسٹری زمین مکان دکان برائے فروخت (352, 26, 508, 188)
ad-text: و کشمیر محکمہ تعلیم کی جانب سے درخواستیں مطلوب ہیں خواہشمند امیدوار اپنی درخواستیں مقررہ تاریخ تک دفتر میں جمع کروائیں مزید معلومات کے لیے رابطہ کریں مظفرآباد میرپور کوٹلی باغ راولاکوٹ نیلم حویلی سدھنوتی بھمبر ضلع کونسل اعلان عام نیلامی ٹینڈر نوٹس منسوخی شناختی (26, 847, 182, 940)
ad-number: اشتہار 70 (135, 943, 181, 954)
header-rule (1009, 1051, 1109, 1056)
ad-text: کرایہ داری تنقیح عدالتی اشتہار طلبی اشتہار برائے ملازمت حکومت آزاد جموں و کشمیر محکمہ تعلیم کی جانب سے درخواستیں مطلوب ہیں خواہشمند امیدوار اپنی درخواستیں مقررہ تاریخ تک دفتر میں جمع کروائیں مزید معلومات کے لیے رابطہ کریں مظفرآباد میرپور کوٹلی باغ راولاکوٹ نیلم حویلی سدھنوتی بھمبر ضلع کونسل اعلان عام نیلامی ٹینڈر نوٹس منسوخی شناختی (1004, 1744, 1160, 1861)
header-rule (357, 1959, 457, 1964)
header-rule (846, 1682, 946, 1687)
ad-number-header (678, 260, 834, 273)
ad-number-header (1166, 1499, 1323, 1512)
ad-number: اشتہار 15 (1113, 1216, 1159, 1227)
ad-text: رجسٹری زمین مکان دکان برائے فروخت کرایہ داری تنقیح عدالتی اشتہار طلبی اشتہار برائے ملازمت حکومت آزاد جموں و کشمیر محکمہ تعلیم کی جانب سے درخواستیں مطلوب ہیں خواہشمند امیدوار اپنی درخواستیں مقررہ تاریخ تک دفتر میں جمع کروائیں مزید معلومات کے لیے رابطہ کریں مظفرآباد میرپور کوٹلی باغ راولاکوٹ نیلم حویلی سدھنوتی بھمبر ضلع کونسل اعلان عام نیلامی ٹینڈر نوٹس منسوخی شناختی کارڈ گمشدگی سرٹیفکیٹ پاسپورٹ لائسنس رجسٹری زمین مکان دکان برائے فروخت کرایہ داری تنقیح عدالتی اشتہار طلبی اشتہار برائے ملازمت حکومت آزاد جموں و کشمیر محکمہ تعلیم کی جانب سے درخواستیں مطلوب ہیں خواہشمند امیدوار اپنی درخواستیں مقررہ تاریخ تک دفتر میں جمع کروائیں مزید (189, 1472, 345, 1705)
ad-number: اشتہار 75 (135, 1666, 181, 1677)
ad-number: اشتہار 5 (1280, 1083, 1322, 1094)
header-rule (1009, 849, 1109, 854)
header-rule (194, 1925, 294, 1930)
ad-number: اشتہار 66 (135, 411, 181, 422)
strip-marker-icon: ✱ (1335, 1481, 1347, 1496)
ad-number-header (189, 538, 345, 551)
ad-text: عام نیلامی ٹینڈر نوٹس منسوخی شناختی کارڈ گمشدگی سرٹیفکیٹ پاسپورٹ لائسنس رجسٹری زمین مکان دکان برائے فروخت کرایہ داری تنقیح عدالتی اشتہار طلبی اشتہار برائے ملازمت حکومت آزاد جموں و کشمیر محکمہ تعلیم کی جانب سے درخواستیں مطلوب ہیں خواہشمند امیدوار اپنی درخواستیں مقررہ تاریخ تک دفتر میں (352, 806, 508, 911)
strip-marker-icon: ✱ (3, 1338, 15, 1353)
ad-number-header (26, 688, 182, 701)
ad-number-header (841, 1834, 997, 1847)
page-number: (3) (671, 2, 689, 17)
strip-marker-icon: ✱ (3, 767, 15, 782)
ad-number: اشتہار 34 (787, 1842, 833, 1853)
ad-number: اشتہار 57 (298, 718, 344, 729)
ad-text: زمین مکان دکان برائے فروخت کرایہ داری تنقیح عدالتی اشتہار طلبی اشتہار برائے ملازمت حکومت آزاد جموں و کشمیر محکمہ تعلیم کی جانب سے درخواستیں مطلوب ہیں خواہشمند امیدوار اپنی درخواستیں مقررہ تاریخ تک دفتر میں جمع کروائیں مزید معلومات کے لیے رابطہ کریں مظفرآباد میرپور کوٹلی باغ راولاکوٹ نیلم حویلی سدھنوتی بھمبر ضلع کونسل اعلان عام نیلامی ٹینڈر نوٹس منسوخی شناختی کارڈ گمشدگی سرٹیفکیٹ پاسپورٹ لائسنس رجسٹری زمین مکان دکان برائے فروخت کرایہ داری تنقیح عدالتی اشتہار طلبی اشتہار برائے ملازمت حکومت آزاد جموں و کشمیر محکمہ تعلیم کی جانب سے درخواستیں (1166, 442, 1323, 640)
strip-marker-icon: ✱ (1335, 1980, 1347, 1995)
header-rule (194, 542, 294, 547)
strip-marker-icon: ✱ (796, 2174, 807, 2188)
header-rule (1009, 252, 1109, 257)
strip-marker-icon: ✱ (1335, 1195, 1347, 1210)
ad-text: معلومات کے لیے رابطہ کریں مظفرآباد میرپور کوٹلی باغ راولاکوٹ نیلم حویلی سدھنوتی بھمبر ضلع کونسل اعلان عام نیلامی ٹینڈر نوٹس منسوخی شناختی کارڈ گمشدگی سرٹیفکیٹ پاسپورٹ لائسنس رجسٹری زمین مکان دکان برائے فروخت کرایہ داری تنقیح عدالتی اشتہار طلبی اشتہار برائے ملازمت حکومت آزاد جموں و کشمیر محکمہ تعلیم کی جانب سے درخواستیں مطلوب ہیں خواہشمند امیدوار اپنی درخواستیں مقررہ تاریخ تک دفتر میں جمع کروائیں مزید معلومات کے لیے رابطہ کریں مظفرآباد میرپور کوٹلی باغ راولاکوٹ نیلم حویلی سدھنوتی بھمبر ضلع کونسل اعلان عام (352, 928, 508, 1114)
strip-marker-icon: ✱ (3, 125, 15, 140)
header-rule (357, 640, 457, 645)
ad-number-header (515, 1412, 671, 1425)
ad-number-header (678, 660, 834, 673)
ad-number-header (1166, 428, 1323, 441)
header-rule (194, 1711, 294, 1716)
header-rule (31, 1912, 131, 1917)
header-rule (357, 1421, 457, 1426)
header-rule (846, 229, 946, 234)
strip-marker-icon: ✱ (3, 1195, 15, 1210)
header-rule (683, 664, 783, 669)
ad-number: اشتہار 22 (950, 666, 996, 677)
ad-text: عدالتی اشتہار طلبی اشتہار برائے ملازمت حکومت آزاد جموں و کشمیر محکمہ تعلیم کی جانب سے درخواستیں مطلوب ہیں خواہشمند امیدوار اپنی درخواستیں مقررہ تاریخ تک دفتر میں جمع کروائیں مزید معلومات کے لیے رابطہ کریں مظفرآباد میرپور کوٹلی باغ راولاکوٹ نیلم حویلی سدھنوتی بھمبر ضلع کونسل اعلان عام نیلامی ٹینڈر نوٹس منسوخی شناختی کارڈ گمشدگی سرٹیفکیٹ پاسپورٹ لائسنس رجسٹری زمین مکان دکان برائے فروخت کرایہ داری تنقیح عدالتی اشتہار طلبی اشتہار برائے ملازمت حکومت آزاد جموں و کشمیر محکمہ تعلیم کی جانب سے درخواستیں مطلوب ہیں خواہشمند امیدوار اپنی درخواستیں مقررہ تاریخ تک دفتر میں جمع (1166, 1096, 1323, 1306)
column-2 (185, 26, 348, 2166)
ad-number: اشتہار 4 (1280, 811, 1322, 822)
header-rule (357, 339, 457, 344)
header-rule (194, 316, 294, 321)
ad-number-header (352, 1116, 508, 1129)
strip-marker-icon: ✱ (3, 1837, 15, 1852)
ad-number: اشتہار 25 (950, 1228, 996, 1239)
ad-text: باغ راولاکوٹ نیلم حویلی سدھنوتی بھمبر ضلع کونسل اعلان عام نیلامی ٹینڈر نوٹس منسوخی شناختی کارڈ گمشدگی سرٹیفکیٹ پاسپورٹ لائسنس رجسٹری زمین مکان دکان برائے فروخت کرایہ داری تنقیح عدالتی اشتہار طلبی اشتہار برائے ملازمت حکومت آزاد جموں و کشمیر محکمہ تعلیم کی جانب سے درخواستیں مطلوب ہیں خواہشمند امیدوار اپنی درخواستیں مقررہ تاریخ تک دفتر میں جمع کروائیں مزید معلومات کے لیے رابطہ کریں مظفرآباد میرپور کوٹلی باغ راولاکوٹ نیلم حویلی سدھنوتی بھمبر ضلع کونسل اعلان عام نیلامی ٹینڈر نوٹس منسوخی شناختی کارڈ گمشدگی سرٹیفکیٹ پاسپورٹ لائسنس رجسٹری زمین مکان دکان برائے فروخت کرایہ داری تنقیح عدالتی اشتہار طلبی اشتہار برائے ملازمت حکومت آزاد جموں و کشمیر محکمہ تعلیم کی جانب (841, 1849, 997, 2093)
ad-text: جموں و کشمیر محکمہ تعلیم کی جانب سے درخواستیں مطلوب ہیں خواہشمند امیدوار اپنی درخواستیں مقررہ تاریخ تک دفتر میں جمع کروائیں مزید معلومات کے لیے رابطہ کریں مظفرآباد میرپور کوٹلی باغ راولاکوٹ نیلم حویلی سدھنوتی بھمبر ضلع کونسل اعلان عام نیلامی ٹینڈر نوٹس منسوخی شناختی (26, 1812, 182, 1906)
ad-text: ہیں خواہشمند امیدوار اپنی درخواستیں مقررہ تاریخ تک دفتر میں جمع کروائیں مزید معلومات کے لیے رابطہ کریں مظفرآباد میرپور کوٹلی باغ راولاکوٹ نیلم حویلی سدھنوتی بھمبر ضلع کونسل اعلان عام نیلامی ٹینڈر نوٹس منسوخی شناختی کارڈ گمشدگی سرٹیفکیٹ پاسپورٹ لائسنس رجسٹری زمین مکان دکان برائے فروخت کرایہ داری تنقیح عدالتی اشتہار طلبی اشتہار برائے ملازمت حکومت آزاد جموں و کشمیر محکمہ تعلیم کی جانب سے درخواستیں مطلوب ہیں خواہشمند امیدوار اپنی درخواستیں مقررہ تاریخ تک دفتر میں جمع کروائیں مزید معلومات کے لیے رابطہ کریں مظفرآباد میرپور کوٹلی باغ راولاکوٹ نیلم حویلی سدھنوتی بھمبر ضلع کونسل اعلان عام نیلامی ٹینڈر نوٹس منسوخی شناختی کارڈ گمشدگی سرٹیفکیٹ پاسپورٹ لائسنس رجسٹری (1166, 182, 1323, 414)
ad-text: فروخت کرایہ داری تنقیح عدالتی اشتہار طلبی اشتہار برائے ملازمت حکومت آزاد جموں و کشمیر محکمہ تعلیم کی جانب سے درخواستیں مطلوب ہیں خواہشمند امیدوار اپنی درخواستیں مقررہ تاریخ تک دفتر میں جمع کروائیں مزید معلومات کے لیے رابطہ کریں مظفرآباد میرپور کوٹلی باغ راولاکوٹ نیلم حویلی سدھنوتی بھمبر ضلع کونسل اعلان عام نیلامی ٹینڈر نوٹس منسوخی شناختی کارڈ گمشدگی سرٹیفکیٹ پاسپورٹ لائسنس رجسٹری زمین مکان دکان برائے فروخت کرایہ داری تنقیح عدالتی اشتہار طلبی اشتہار برائے ملازمت حکومت آزاد جموں و کشمیر محکمہ تعلیم کی جانب سے درخواستیں مطلوب ہیں خواہشمند امیدوار اپنی درخواستیں مقررہ تاریخ تک دفتر میں جمع کروائیں مزید معلومات کے لیے رابطہ کریں مظفرآباد میرپور کوٹلی باغ راولاکوٹ نیلم حویلی سدھنوتی بھمبر ضلع کونسل اعلان عام نیلامی ٹینڈر نوٹس منسوخی شناختی کارڈ گمشدگی سرٹیفکیٹ پاسپورٹ لائسنس رجسٹری زمین مکان دکان برائے فروخت کرایہ داری تنقیح عدالتی اشتہار طلبی اشتہار برائے ملازمت حکومت آزاد جموں و کشمیر محکمہ تعلیم کی جانب سے درخواستیں مطلوب (678, 1491, 834, 1827)
ad-number: اشتہار 58 (298, 863, 344, 874)
header-rule (846, 895, 946, 900)
ad-text: ٹینڈر نوٹس منسوخی شناختی کارڈ گمشدگی سرٹیفکیٹ پاسپورٹ لائسنس رجسٹری زمین مکان دکان برائے فروخت کرایہ داری تنقیح عدالتی اشتہار طلبی اشتہار برائے ملازمت حکومت آزاد جموں و کشمیر محکمہ تعلیم کی جانب سے درخواستیں مطلوب ہیں خواہشمند امیدوار اپنی درخواستیں مقررہ تاریخ تک دفتر میں جمع کروائیں مزید معلومات کے لیے رابطہ کریں مظفرآباد میرپور کوٹلی باغ راولاکوٹ نیلم حویلی سدھنوتی بھمبر ضلع کونسل (352, 650, 508, 790)
strip-marker-icon: ✱ (290, 2174, 301, 2188)
ad-number-header (515, 1864, 671, 1877)
strip-marker-icon: ✱ (3, 411, 15, 426)
ad-text: برائے فروخت کرایہ داری تنقیح عدالتی اشتہار طلبی اشتہار برائے ملازمت حکومت آزاد جموں و کشمیر محکمہ تعلیم کی جانب سے درخواستیں مطلوب ہیں خواہشمند امیدوار اپنی درخواستیں مقررہ تاریخ تک دفتر میں جمع کروائیں مزید معلومات کے لیے رابطہ کریں مظفرآباد میرپور کوٹلی باغ راولاکوٹ نیلم حویلی سدھنوتی بھمبر ضلع کونسل اعلان عام نیلامی ٹینڈر نوٹس منسوخی شناختی کارڈ گمشدگی سرٹیفکیٹ پاسپورٹ لائسنس رجسٹری زمین (26, 1136, 182, 1275)
ad-number: اشتہار 32 (787, 1275, 833, 1286)
ad-text: پاسپورٹ لائسنس رجسٹری زمین مکان دکان برائے فروخت کرایہ داری تنقیح عدالتی اشتہار طلبی اشتہار برائے ملازمت حکومت آزاد جموں و کشمیر محکمہ تعلیم کی جانب سے درخواستیں مطلوب ہیں خواہشمند امیدوار اپنی درخواستیں مقررہ تاریخ تک دفتر میں جمع کروائیں مزید معلومات کے لیے رابطہ کریں مظفرآباد میرپور کوٹلی باغ راولاکوٹ نیلم حویلی سدھنوتی بھمبر ضلع کونسل اعلان عام نیلامی ٹینڈر نوٹس منسوخی شناختی کارڈ گمشدگی سرٹیفکیٹ پاسپورٹ لائسنس رجسٹری (189, 26, 345, 177)
ad-number-header (26, 1399, 182, 1412)
ad-number: اشتہار 71 (135, 1122, 181, 1133)
strip-marker-icon: ✱ (1335, 553, 1347, 568)
ad-number-header (1166, 1892, 1323, 1905)
ad-number: اشتہار 37 (624, 927, 670, 938)
ad-text: بھمبر ضلع کونسل اعلان عام نیلامی ٹینڈر نوٹس منسوخی شناختی کارڈ گمشدگی سرٹیفکیٹ پاسپورٹ لائسنس رجسٹری زمین مکان دکان برائے فروخت کرایہ داری تنقیح عدالتی اشتہار طلبی اشتہار برائے ملازمت حکومت آزاد جموں و کشمیر محکمہ تعلیم کی جانب سے درخواستیں مطلوب ہیں خواہشمند امیدوار اپنی درخواستیں مقررہ تاریخ تک دفتر میں جمع کروائیں مزید معلومات کے لیے رابطہ کریں مظفرآباد میرپور کوٹلی باغ راولاکوٹ نیلم حویلی سدھنوتی بھمبر ضلع کونسل (26, 124, 182, 275)
ad-text: داری تنقیح عدالتی اشتہار طلبی اشتہار برائے ملازمت حکومت آزاد جموں و کشمیر محکمہ تعلیم کی جانب سے درخواستیں مطلوب ہیں خواہشمند امیدوار اپنی درخواستیں مقررہ تاریخ تک دفتر میں جمع کروائیں مزید معلومات کے لیے رابطہ کریں مظفرآباد میرپور کوٹلی باغ راولاکوٹ نیلم حویلی سدھنوتی بھمبر ضلع کونسل اعلان عام نیلامی ٹینڈر نوٹس منسوخی شناختی کارڈ گمشدگی سرٹیفکیٹ پاسپورٹ لائسنس رجسٹری زمین مکان دکان برائے فروخت کرایہ داری تنقیح عدالتی اشتہار طلبی اشتہار برائے ملازمت حکومت آزاد جموں و کشمیر محکمہ تعلیم کی جانب سے درخواستیں مطلوب ہیں خواہشمند امیدوار اپنی درخواستیں مقررہ تاریخ تک دفتر میں جمع کروائیں مزید معلومات کے لیے رابطہ کریں مظفرآباد میرپور کوٹلی باغ راولاکوٹ نیلم حویلی سدھنوتی بھمبر ضلع کونسل (678, 1016, 834, 1260)
ad-number-header (26, 410, 182, 423)
ad-number: اشتہار 6 (1280, 1309, 1322, 1320)
ad-number: اشتہار 54 (298, 180, 344, 191)
strip-marker-icon: ✱ (3, 1552, 15, 1567)
header-rule (1009, 1555, 1109, 1560)
column-5 (674, 26, 837, 2166)
ad-number: اشتہار 50 (461, 1418, 507, 1429)
ad-number-header (678, 1274, 834, 1287)
ad-text: محکمہ تعلیم کی جانب سے درخواستیں مطلوب ہیں خواہشمند امیدوار اپنی درخواستیں مقررہ تاریخ تک دفتر میں جمع کروائیں مزید معلومات کے لیے رابطہ کریں مظفرآباد میرپور کوٹلی باغ راولاکوٹ نیلم حویلی سدھنوتی بھمبر ضلع کونسل اعلان عام نیلامی ٹینڈر نوٹس منسوخی شناختی کارڈ گمشدگی سرٹیفکیٹ پاسپورٹ لائسنس رجسٹری زمین مکان دکان برائے فروخت کرایہ داری تنقیح عدالتی اشتہار طلبی اشتہار برائے ملازمت حکومت آزاد جموں و کشمیر محکمہ تعلیم کی جانب سے درخواستیں مطلوب ہیں خواہشمند امیدوار اپنی درخواستیں مقررہ تاریخ تک دفتر میں جمع کروائیں مزید معلومات کے لیے رابطہ کریں مظفرآباد میرپور کوٹلی باغ راولاکوٹ نیلم حویلی سدھنوتی (189, 876, 345, 1097)
ad-text: طلبی اشتہار برائے ملازمت حکومت آزاد جموں و کشمیر محکمہ تعلیم کی جانب سے درخواستیں مطلوب ہیں خواہشمند امیدوار اپنی درخواستیں مقررہ تاریخ تک دفتر میں جمع کروائیں مزید معلومات کے لیے رابطہ کریں مظفرآباد میرپور کوٹلی باغ راولاکوٹ نیلم حویلی سدھنوتی بھمبر ضلع کونسل اعلان عام نیلامی ٹینڈر نوٹس منسوخی شناختی کارڈ گمشدگی سرٹیفکیٹ پاسپورٹ لائسنس رجسٹری زمین مکان (352, 1825, 508, 1953)
strip-marker-icon: ✱ (543, 2174, 554, 2188)
column-6 (837, 26, 1000, 2166)
header-rule (1171, 1086, 1276, 1091)
column-1 (22, 26, 185, 2166)
ad-number-header (189, 1707, 345, 1720)
header-rule (31, 692, 131, 697)
strip-marker-icon: ✱ (3, 839, 15, 854)
strip-marker-icon: ✱ (1335, 696, 1347, 711)
ad-text: مطلوب ہیں خواہشمند امیدوار اپنی درخواستیں مقررہ تاریخ تک دفتر میں جمع کروائیں مزید معلومات کے لیے رابطہ کریں مظفرآباد میرپور کوٹلی باغ راولاکوٹ نیلم حویلی سدھنوتی بھمبر ضلع کونسل اعلان عام نیلامی ٹینڈر نوٹس منسوخی شناختی کارڈ گمشدگی سرٹیفکیٹ پاسپورٹ لائسنس رجسٹری زمین مکان دکان برائے فروخت کرایہ داری تنقیح عدالتی اشتہار طلبی اشتہار برائے ملازمت حکومت آزاد جموں و کشمیر محکمہ تعلیم کی جانب سے درخواستیں مطلوب ہیں خواہشمند امیدوار اپنی درخواستیں مقررہ تاریخ تک دفتر میں جمع کروائیں مزید معلومات کے لیے رابطہ کریں مظفرآباد میرپور کوٹلی باغ راولاکوٹ نیلم حویلی سدھنوتی بھمبر (841, 680, 997, 889)
header-rule (1171, 1503, 1276, 1508)
ad-number-header (1004, 1730, 1160, 1743)
ad-number: اشتہار 34 (624, 319, 670, 330)
ad-number: اشتہار 46 (461, 793, 507, 804)
ad-text: عام نیلامی ٹینڈر نوٹس منسوخی شناختی کارڈ گمشدگی سرٹیفکیٹ پاسپورٹ لائسنس رجسٹری زمین مکان دکان برائے فروخت کرایہ داری تنقیح عدالتی اشتہار طلبی اشتہار برائے ملازمت حکومت آزاد جموں و کشمیر محکمہ تعلیم کی جانب سے درخواستیں مطلوب ہیں خواہشمند امیدوار اپنی درخواستیں مقررہ تاریخ تک دفتر میں جمع کروائیں مزید معلومات کے لیے رابطہ کریں مظفرآباد میرپور کوٹلی باغ راولاکوٹ نیلم حویلی سدھنوتی بھمبر ضلع کونسل اعلان عام نیلامی ٹینڈر نوٹس منسوخی شناختی کارڈ گمشدگی سرٹیفکیٹ پاسپورٹ لائسنس رجسٹری (1004, 263, 1160, 437)
header-rule (31, 281, 131, 286)
strip-marker-icon: ✱ (1134, 2174, 1145, 2188)
ad-text: ضلع کونسل اعلان عام نیلامی ٹینڈر نوٹس منسوخی شناختی کارڈ گمشدگی سرٹیفکیٹ پاسپورٹ لائسنس رجسٹری زمین مکان دکان برائے فروخت کرایہ داری تنقیح عدالتی اشتہار طلبی اشتہار برائے ملازمت حکومت آزاد جموں و کشمیر محکمہ تعلیم کی جانب سے (26, 1413, 182, 1495)
column-3 (348, 26, 511, 2166)
ad-number: اشتہار 8 (1280, 1644, 1322, 1655)
ad-text: راولاکوٹ نیلم حویلی سدھنوتی بھمبر ضلع کونسل اعلان عام نیلامی ٹینڈر نوٹس منسوخی شناختی کارڈ گمشدگی سرٹیفکیٹ پاسپورٹ لائسنس رجسٹری زمین مکان دکان برائے فروخت کرایہ داری تنقیح عدالتی اشتہار طلبی اشتہار برائے ملازمت حکومت آزاد جموں و کشمیر محکمہ تعلیم کی جانب سے درخواستیں مطلوب ہیں خواہشمند امیدوار اپنی درخواستیں مقررہ تاریخ تک دفتر میں جمع کروائیں مزید معلومات کے لیے رابطہ کریں مظفرآباد میرپور کوٹلی باغ راولاکوٹ نیلم حویلی سدھنوتی بھمبر ضلع کونسل اعلان عام نیلامی ٹینڈر نوٹس منسوخی شناختی کارڈ گمشدگی سرٹیفکیٹ پاسپورٹ لائسنس رجسٹری زمین مکان (352, 1431, 508, 1629)
header-rule (357, 194, 457, 199)
header-rule (683, 264, 783, 269)
header-rule (520, 930, 620, 935)
ad-number: اشتہار 12 (1113, 597, 1159, 608)
ad-number: اشتہار 76 (135, 1799, 181, 1810)
header-rule (1171, 1312, 1276, 1317)
ad-number: اشتہار 26 (950, 1477, 996, 1488)
strip-marker-icon: ✱ (3, 197, 15, 212)
column-4 (511, 26, 674, 2166)
ad-number: اشتہار 43 (461, 336, 507, 347)
ad-number: اشتہار 47 (461, 914, 507, 925)
ad-number-header (1004, 1863, 1160, 1876)
ad-number-header (1004, 1336, 1160, 1349)
header-rule (31, 1403, 131, 1408)
ad-number: اشتہار 21 (950, 394, 996, 405)
ad-text: برائے ملازمت حکومت آزاد جموں و کشمیر محکمہ تعلیم کی جانب سے درخواستیں مطلوب ہیں خواہشمند امیدوار اپنی درخواستیں مقررہ تاریخ تک دفتر میں جمع کروائیں مزید معلومات کے لیے رابطہ کریں مظفرآباد میرپور کوٹلی باغ راولاکوٹ نیلم حویلی سدھنوتی بھمبر ضلع کونسل اعلان عام نیلامی ٹینڈر نوٹس منسوخی شناختی کارڈ گمشدگی سرٹیفکیٹ پاسپورٹ لائسنس رجسٹری زمین مکان دکان برائے فروخت کرایہ داری تنقیح عدالتی اشتہار طلبی اشتہار برائے ملازمت حکومت آزاد جموں و کشمیر محکمہ تعلیم کی جانب سے درخواستیں مطلوب ہیں خواہشمند امیدوار اپنی درخواستیں مقررہ تاریخ تک دفتر میں (515, 1212, 671, 1410)
ad-text: دکان برائے فروخت کرایہ داری تنقیح عدالتی اشتہار طلبی اشتہار برائے ملازمت حکومت آزاد جموں و کشمیر محکمہ تعلیم کی جانب سے درخواستیں مطلوب ہیں خواہشمند امیدوار اپنی درخواستیں مقررہ تاریخ تک دفتر میں جمع کروائیں مزید معلومات کے لیے رابطہ کریں مظفرآباد میرپور کوٹلی باغ راولاکوٹ نیلم حویلی سدھنوتی بھمبر ضلع کونسل اعلان عام نیلامی ٹینڈر نوٹس منسوخی شناختی کارڈ گمشدگی سرٹیفکیٹ پاسپورٹ لائسنس رجسٹری زمین مکان دکان برائے فروخت کرایہ داری تنقیح عدالتی اشتہار (352, 1645, 508, 1808)
ad-text: لائسنس رجسٹری زمین مکان دکان برائے فروخت کرایہ داری تنقیح عدالتی اشتہار طلبی اشتہار برائے ملازمت حکومت آزاد جموں و کشمیر محکمہ تعلیم کی جانب سے درخواستیں مطلوب ہیں خواہشمند امیدوار اپنی درخواستیں مقررہ تاریخ تک دفتر میں جمع کروائیں مزید معلومات کے لیے رابطہ کریں مظفرآباد میرپور کوٹلی باغ راولاکوٹ نیلم حویلی سدھنوتی بھمبر ضلع کونسل اعلان عام نیلامی ٹینڈر نوٹس (841, 1096, 997, 1224)
ad-text: دفتر میں جمع کروائیں مزید معلومات کے لیے رابطہ کریں مظفرآباد میرپور کوٹلی باغ راولاکوٹ نیلم حویلی سدھنوتی بھمبر ضلع کونسل اعلان عام نیلامی ٹینڈر نوٹس منسوخی شناختی کارڈ گمشدگی سرٹیفکیٹ پاسپورٹ لائسنس رجسٹری زمین مکان دکان برائے فروخت کرایہ داری تنقیح عدالتی اشتہار طلبی اشتہار برائے ملازمت حکومت آزاد جموں و کشمیر محکمہ تعلیم کی جانب سے درخواستیں مطلوب ہیں خواہشمند امیدوار اپنی درخواستیں (515, 784, 671, 924)
header-rule (194, 721, 294, 726)
ad-text: حویلی سدھنوتی بھمبر ضلع کونسل اعلان عام نیلامی ٹینڈر نوٹس منسوخی شناختی کارڈ گمشدگی سرٹیفکیٹ پاسپورٹ لائسنس رجسٹری زمین مکان دکان برائے فروخت کرایہ داری تنقیح عدالتی اشتہار طلبی اشتہار برائے ملازمت حکومت آزاد جموں و کشمیر محکمہ تعلیم کی جانب سے درخواستیں مطلوب ہیں خواہشمند امیدوار اپنی درخواستیں مقررہ تاریخ تک دفتر میں جمع کروائیں مزید معلومات کے لیے رابطہ کریں مظفرآباد میرپور کوٹلی باغ راولاکوٹ نیلم حویلی سدھنوتی بھمبر ضلع کونسل اعلان عام نیلامی ٹینڈر نوٹس منسوخی شناختی کارڈ گمشدگی سرٹیفکیٹ پاسپورٹ لائسنس رجسٹری زمین مکان دکان برائے فروخت کرایہ داری تنقیح عدالتی اشتہار طلبی اشتہار برائے ملازمت حکومت آزاد جموں و کشمیر محکمہ تعلیم کی جانب سے درخواستیں مطلوب ہیں خواہشمند امیدوار اپنی درخواستیں مقررہ تاریخ تک دفتر میں جمع کروائیں مزید معلومات کے لیے رابطہ کریں مظفرآباد میرپور (515, 26, 671, 316)
ad-number: اشتہار 28 (950, 1835, 996, 1846)
ad-number: اشتہار 19 (1113, 1864, 1159, 1875)
strip-marker-icon: ✱ (1335, 625, 1347, 640)
ad-number-header (1166, 1082, 1323, 1095)
ad-text: تاریخ تک دفتر میں جمع کروائیں مزید معلومات کے لیے رابطہ کریں مظفرآباد میرپور کوٹلی باغ راولاکوٹ نیلم حویلی سدھنوتی بھمبر ضلع کونسل اعلان عام نیلامی ٹینڈر نوٹس منسوخی شناختی کارڈ گمشدگی سرٹیفکیٹ پاسپورٹ لائسنس رجسٹری زمین مکان دکان برائے فروخت کرایہ داری تنقیح عدالتی اشتہار طلبی اشتہار برائے ملازمت حکومت آزاد جموں و کشمیر محکمہ تعلیم کی جانب سے درخواستیں مطلوب ہیں خواہشمند امیدوار اپنی درخواستیں مقررہ تاریخ تک دفتر میں جمع کروائیں مزید معلومات کے لیے رابطہ کریں مظفرآباد میرپور کوٹلی باغ راولاکوٹ نیلم حویلی سدھنوتی بھمبر ضلع کونسل اعلان عام نیلامی ٹینڈر نوٹس منسوخی شناختی کارڈ گمشدگی سرٹیفکیٹ پاسپورٹ لائسنس رجسٹری زمین مکان دکان برائے فروخت کرایہ داری تنقیح عدالتی اشتہار طلبی اشتہار (515, 940, 671, 1184)
ad-text: ٹینڈر نوٹس منسوخی شناختی کارڈ گمشدگی سرٹیفکیٹ پاسپورٹ لائسنس رجسٹری زمین مکان دکان برائے فروخت کرایہ داری تنقیح عدالتی اشتہار طلبی اشتہار برائے ملازمت حکومت آزاد جموں و کشمیر محکمہ تعلیم کی جانب سے درخواستیں مطلوب ہیں خواہشمند امیدوار اپنی درخواستیں مقررہ تاریخ تک دفتر میں جمع کروائیں مزید معلومات کے لیے رابطہ کریں مظفرآباد میرپور کوٹلی باغ راولاکوٹ نیلم حویلی سدھنوتی بھمبر ضلع کونسل اعلان عام نیلامی ٹینڈر نوٹس منسوخی شناختی کارڈ گمشدگی سرٹیفکیٹ پاسپورٹ لائسنس رجسٹری زمین مکان دکان برائے فروخت کرایہ داری تنقیح عدالتی اشتہار طلبی اشتہار برائے ملازمت حکومت آزاد جموں (189, 326, 345, 535)
header-rule (357, 1120, 457, 1125)
ad-number-header (841, 393, 997, 406)
ad-number-header (515, 567, 671, 580)
strip-marker-icon: ✱ (1335, 1552, 1347, 1567)
header-rule (683, 1006, 783, 1011)
ad-number-header (189, 1458, 345, 1471)
ad-number-header (26, 1497, 182, 1510)
ad-number-header (1166, 810, 1323, 823)
ad-number: اشتہار 62 (298, 1708, 344, 1719)
ad-number: اشتہار 55 (298, 313, 344, 324)
ad-text: ہیں خواہشمند امیدوار اپنی درخواستیں مقررہ تاریخ تک دفتر میں جمع کروائیں مزید معلومات کے لیے رابطہ کریں مظفرآباد میرپور کوٹلی باغ راولاکوٹ نیلم حویلی سدھنوتی بھمبر ضلع کونسل اعلان عام نیلامی ٹینڈر نوٹس منسوخی شناختی کارڈ گمشدگی سرٹیفکیٹ پاسپورٹ لائسنس رجسٹری زمین مکان دکان برائے فروخت کرایہ داری تنقیح عدالتی اشتہار طلبی اشتہار برائے ملازمت حکومت آزاد جموں و کشمیر (189, 731, 345, 859)
column-8 (1163, 26, 1326, 2166)
header-rule (520, 1584, 620, 1589)
ad-text: نیلم حویلی سدھنوتی بھمبر ضلع کونسل اعلان عام نیلامی ٹینڈر نوٹس منسوخی شناختی کارڈ گمشدگی سرٹیفکیٹ پاسپورٹ لائسنس رجسٹری زمین مکان دکان برائے فروخت کرایہ داری تنقیح عدالتی اشتہار طلبی اشتہار برائے ملازمت حکومت آزاد جموں و کشمیر محکمہ تعلیم کی جانب سے درخواستیں مطلوب ہیں خواہشمند امیدوار اپنی درخواستیں مقررہ تاریخ تک دفتر میں جمع کروائیں مزید معلومات کے لیے رابطہ کریں مظفرآباد میرپور کوٹلی (841, 1693, 997, 1832)
strip-marker-icon: ✱ (1335, 411, 1347, 426)
right-ad-strip (1332, 26, 1350, 2166)
ad-text: کارڈ گمشدگی سرٹیفکیٹ پاسپورٹ لائسنس رجسٹری زمین مکان دکان برائے فروخت کرایہ داری تنقیح عدالتی اشتہار طلبی اشتہار برائے ملازمت حکومت آزاد جموں و کشمیر محکمہ تعلیم کی جانب سے درخواستیں مطلوب ہیں خواہشمند امیدوار اپنی درخواستیں مقررہ تاریخ تک دفتر میں جمع کروائیں مزید معلومات کے لیے رابطہ کریں مظفرآباد میرپور کوٹلی باغ راولاکوٹ نیلم حویلی سدھنوتی بھمبر ضلع کونسل اعلان عام نیلامی ٹینڈر نوٹس منسوخی شناختی کارڈ گمشدگی سرٹیفکیٹ (189, 1935, 345, 2087)
strip-marker-icon: ✱ (1335, 1766, 1347, 1781)
header-rule (1009, 1867, 1109, 1872)
ad-number-header (515, 1198, 671, 1211)
strip-marker-icon: ✱ (1302, 2174, 1313, 2188)
strip-marker-icon: ✱ (1335, 1909, 1347, 1924)
ad-number: اشتہار 31 (787, 1003, 833, 1014)
ad-number: اشتہار 33 (787, 1477, 833, 1488)
ad-number: اشتہار 7 (1280, 1500, 1322, 1511)
ad-number-header (515, 926, 671, 939)
ad-text: رابطہ کریں مظفرآباد میرپور کوٹلی باغ راولاکوٹ نیلم حویلی سدھنوتی بھمبر ضلع کونسل اعلان عام نیلامی ٹینڈر نوٹس منسوخی شناختی کارڈ گمشدگی سرٹیفکیٹ پاسپورٹ لائسنس رجسٹری زمین مکان دکان برائے فروخت کرایہ داری تنقیح عدالتی اشتہار طلبی اشتہار برائے ملازمت حکومت آزاد جموں و کشمیر محکمہ تعلیم کی جانب سے درخواستیں مطلوب ہیں خواہشمند امیدوار اپنی درخواستیں مقررہ تاریخ تک دفتر میں جمع کروائیں مزید معلومات کے لیے رابطہ کریں مظفرآباد میرپور کوٹلی باغ راولاکوٹ نیلم حویلی سدھنوتی بھمبر ضلع کونسل اعلان عام نیلامی ٹینڈر نوٹس منسوخی شناختی کارڈ گمشدگی سرٹیفکیٹ (1004, 1351, 1160, 1548)
strip-marker-icon: ✱ (1335, 1267, 1347, 1282)
ad-number-header (26, 1665, 182, 1678)
ad-number: اشتہار 63 (298, 1922, 344, 1933)
strip-marker-icon: ✱ (37, 2174, 48, 2188)
ad-number-header (26, 1798, 182, 1811)
ad-text: سرٹیفکیٹ پاسپورٹ لائسنس رجسٹری زمین مکان دکان برائے فروخت کرایہ داری تنقیح عدالتی اشتہار طلبی اشتہار برائے ملازمت حکومت آزاد جموں و کشمیر محکمہ تعلیم کی جانب سے درخواستیں مطلوب ہیں خواہشمند امیدوار اپنی درخواستیں مقررہ تاریخ تک دفتر میں جمع کروائیں مزید معلومات کے لیے رابطہ کریں مظفرآباد میرپور کوٹلی باغ راولاکوٹ نیلم حویلی سدھنوتی بھمبر ضلع کونسل اعلان عام نیلامی ٹینڈر نوٹس منسوخی شناختی کارڈ گمشدگی سرٹیفکیٹ پاسپورٹ لائسنس رجسٹری زمین مکان دکان برائے فروخت کرایہ داری تنقیح عدالتی اشتہار طلبی اشتہار برائے ملازمت حکومت آزاد جموں و کشمیر محکمہ تعلیم کی جانب سے درخواستیں مطلوب ہیں خواہشمند امیدوار اپنی درخواستیں مقررہ تاریخ تک دفتر میں جمع کروائیں مزید معلومات کے لیے رابطہ کریں مظفرآباد میرپور کوٹلی باغ راولاکوٹ نیلم حویلی سدھنوتی بھمبر ضلع کونسل اعلان عام نیلامی ٹینڈر نوٹس منسوخی شناختی کارڈ گمشدگی سرٹیفکیٹ پاسپورٹ لائسنس رجسٹری زمین مکان دکان برائے فروخت کرایہ (678, 674, 834, 988)
ad-number-header (515, 770, 671, 783)
header-rule (683, 1845, 783, 1850)
ad-number-header (26, 1278, 182, 1291)
